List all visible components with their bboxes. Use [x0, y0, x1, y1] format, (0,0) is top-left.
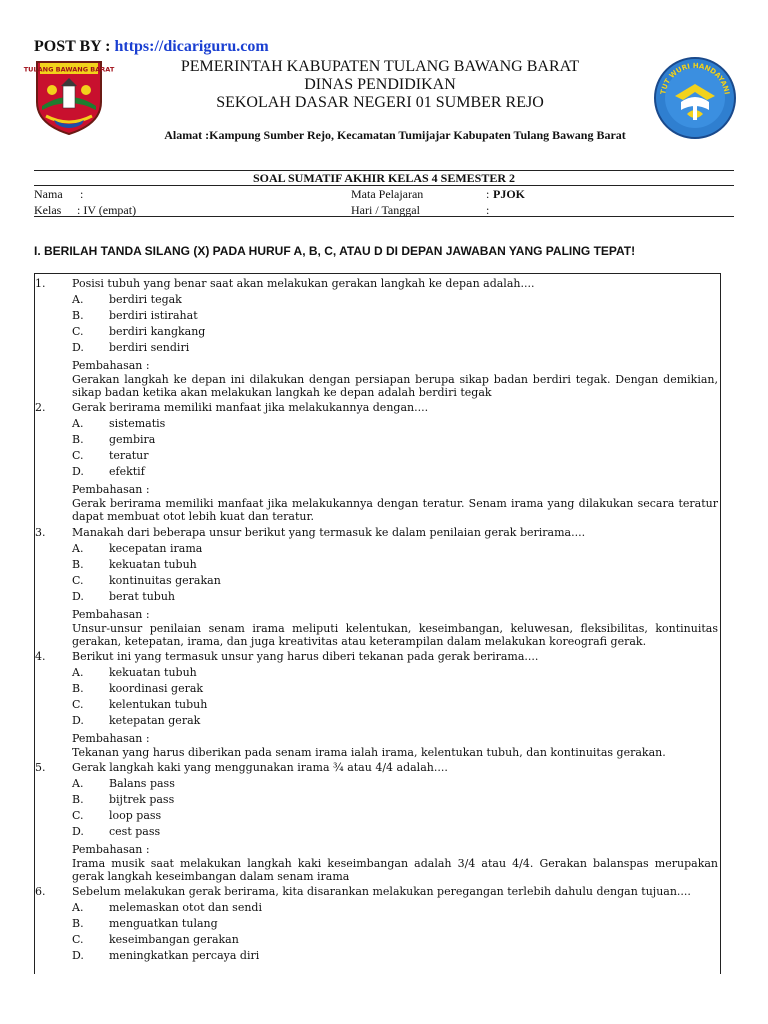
pembahasan-label: Pembahasan :	[72, 843, 150, 856]
option-c[interactable]: C. kelentukan tubuh	[72, 698, 208, 711]
option-d[interactable]: D. ketepatan gerak	[72, 714, 201, 727]
option-a[interactable]: A. kekuatan tubuh	[72, 666, 197, 679]
option-b[interactable]: B. bijtrek pass	[72, 793, 175, 806]
option-a[interactable]: A. berdiri tegak	[72, 293, 182, 306]
svg-text:TULANG BAWANG BARAT: TULANG BAWANG BARAT	[23, 65, 115, 74]
kelas-value: : IV (empat)	[77, 203, 137, 217]
question-text: Manakah dari beberapa unsur berikut yang termasuk ke dalam penilaian gerak berirama....	[72, 526, 586, 539]
question-number: 1.	[35, 277, 46, 290]
mapel-separator: :	[486, 187, 490, 201]
option-d[interactable]: D. berdiri sendiri	[72, 341, 190, 354]
option-c[interactable]: C. keseimbangan gerakan	[72, 933, 239, 946]
option-b[interactable]: B. berdiri istirahat	[72, 309, 198, 322]
option-a[interactable]: A. melemaskan otot dan sendi	[72, 901, 262, 914]
post-by-line	[34, 38, 269, 56]
question-text: Posisi tubuh yang benar saat akan melakukan gerakan langkah ke depan adalah....	[72, 277, 535, 290]
option-a[interactable]: A. sistematis	[72, 417, 166, 430]
regency-emblem-icon	[23, 58, 115, 136]
option-c[interactable]: C. kontinuitas gerakan	[72, 574, 221, 587]
school-address: Alamat :Kampung Sumber Rejo, Kecamatan Tumijajar Kabupaten Tulang Bawang Barat	[164, 128, 626, 142]
question-box	[34, 273, 721, 974]
question-text: Berikut ini yang termasuk unsur yang harus diberi tekanan pada gerak berirama....	[72, 650, 539, 663]
pembahasan-label: Pembahasan :	[72, 608, 150, 621]
mapel-label: Mata Pelajaran	[351, 187, 424, 201]
option-b[interactable]: B. kekuatan tubuh	[72, 558, 197, 571]
school-header	[110, 58, 650, 112]
svg-text:TUT WURI HANDAYANI: TUT WURI HANDAYANI	[659, 61, 731, 96]
option-d[interactable]: D. meningkatkan percaya diri	[72, 949, 260, 962]
header-government: PEMERINTAH KABUPATEN TULANG BAWANG BARAT	[180, 58, 580, 75]
option-b[interactable]: B. menguatkan tulang	[72, 917, 218, 930]
question-text: Sebelum melakukan gerak berirama, kita disarankan melakukan peregangan terlebih dahulu dengan tujuan....	[72, 885, 691, 898]
option-d[interactable]: D. berat tubuh	[72, 590, 175, 603]
option-a[interactable]: A. kecepatan irama	[72, 542, 203, 555]
nama-separator: :	[80, 187, 84, 201]
kelas-label: Kelas	[34, 203, 62, 217]
header-department: DINAS PENDIDIKAN	[304, 76, 456, 93]
divider-bottom	[34, 216, 734, 217]
post-by-label: POST BY :	[34, 38, 111, 55]
option-c[interactable]: C. berdiri kangkang	[72, 325, 206, 338]
option-b[interactable]: B. koordinasi gerak	[72, 682, 204, 695]
option-d[interactable]: D. efektif	[72, 465, 145, 478]
pembahasan-label: Pembahasan :	[72, 359, 150, 372]
header-school: SEKOLAH DASAR NEGERI 01 SUMBER REJO	[216, 94, 544, 111]
question-number: 3.	[35, 526, 46, 539]
pembahasan-text: Tekanan yang harus diberikan pada senam irama ialah irama, kelentukan tubuh, dan kontinuitas gerakan.	[72, 746, 666, 759]
pembahasan-text: Gerak berirama memiliki manfaat jika melakukannya dengan teratur. Senam irama yang dilakukan secara teratur dapat membuat otot lebih kuat dan teratur.	[72, 497, 718, 523]
question-number: 6.	[35, 885, 46, 898]
hari-separator: :	[486, 203, 490, 217]
section-instruction: I. BERILAH TANDA SILANG (X) PADA HURUF A, B, C, ATAU D DI DEPAN JAWABAN YANG PALING TEPAT!	[34, 244, 636, 258]
option-b[interactable]: B. gembira	[72, 433, 156, 446]
question-number: 5.	[35, 761, 46, 774]
question-text: Gerak langkah kaki yang menggunakan irama ¾ atau 4/4 adalah....	[72, 761, 448, 774]
nama-label: Nama	[34, 187, 63, 201]
question-number: 2.	[35, 401, 46, 414]
option-c[interactable]: C. loop pass	[72, 809, 162, 822]
option-d[interactable]: D. cest pass	[72, 825, 161, 838]
pembahasan-text: Unsur-unsur penilaian senam irama meliputi kelentukan, keseimbangan, keluwesan, fleksibilitas, kontinuitas gerakan, ketepatan, irama, dan juga kreativitas atau keterampilan dalam melakukan koreografi gerak.	[72, 622, 718, 648]
pembahasan-text: Gerakan langkah ke depan ini dilakukan dengan persiapan berupa sikap badan berdiri tegak. Dengan demikian, sikap badan ketika akan melakukan langkah ke depan adalah berdiri tegak	[72, 373, 718, 399]
pembahasan-label: Pembahasan :	[72, 732, 150, 745]
pembahasan-label: Pembahasan :	[72, 483, 150, 496]
question-number: 4.	[35, 650, 46, 663]
tut-wuri-handayani-icon	[653, 56, 737, 140]
option-c[interactable]: C. teratur	[72, 449, 149, 462]
option-a[interactable]: A. Balans pass	[72, 777, 175, 790]
post-by-link[interactable]: https://dicariguru.com	[114, 38, 269, 55]
hari-label: Hari / Tanggal	[351, 203, 420, 217]
exam-title: SOAL SUMATIF AKHIR KELAS 4 SEMESTER 2	[252, 171, 516, 185]
question-text: Gerak berirama memiliki manfaat jika melakukannya dengan....	[72, 401, 429, 414]
pembahasan-text: Irama musik saat melakukan langkah kaki keseimbangan adalah 3/4 atau 4/4. Gerakan balanspas merupakan gerak langkah keseimbangan dalam senam irama	[72, 857, 718, 883]
mapel-value: PJOK	[493, 187, 525, 201]
